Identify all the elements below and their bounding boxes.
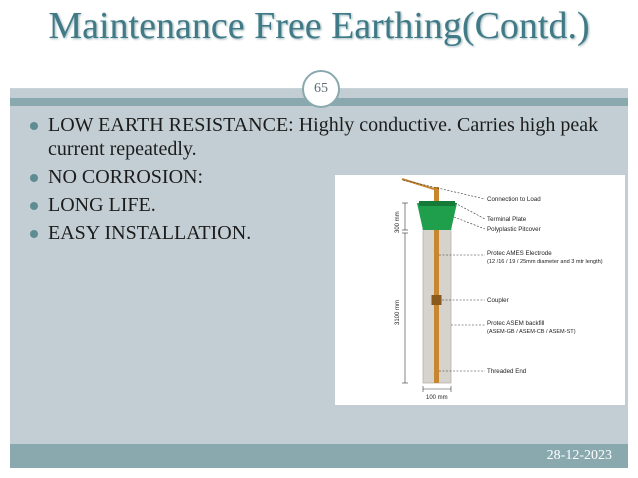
dimension-side: 3100 mm: [395, 299, 401, 325]
label-electrode: Protec AMES Electrode: [487, 250, 552, 257]
earthing-diagram: [335, 175, 625, 405]
label-backfill: Protec ASEM backfill: [487, 320, 545, 327]
dimension-bottom: 100 mm: [426, 395, 448, 401]
bullet-text: LONG LIFE.: [48, 194, 156, 216]
label-terminal: Terminal Plate: [487, 216, 527, 223]
pitcover-shape: [417, 203, 457, 230]
footer-bar: [10, 444, 628, 468]
bullet-icon: [30, 202, 38, 210]
label-threaded: Threaded End: [487, 368, 527, 375]
label-coupler: Coupler: [487, 297, 509, 304]
slide-date: 28-12-2023: [546, 448, 612, 463]
earthing-diagram-svg: [335, 175, 625, 405]
terminal-plate: [419, 201, 455, 206]
dimension-top: 300 mm: [395, 211, 401, 233]
bullet-icon: [30, 230, 38, 238]
bullet-text: LOW EARTH RESISTANCE: Highly conductive. Carries high peak current repeatedly.: [48, 114, 599, 160]
connection-wire: [402, 179, 434, 189]
bullet-text: NO CORROSION:: [48, 166, 204, 188]
label-connection: Connection to Load: [487, 196, 541, 203]
bullet-item: [30, 113, 620, 161]
slide-number-badge: 65: [302, 70, 340, 108]
slide-title: Maintenance Free Earthing(Contd.): [48, 5, 590, 47]
label-electrode-spec: (12 /16 / 19 / 25mm diameter and 3 mtr length): [487, 259, 603, 265]
bullet-icon: [30, 122, 38, 130]
bullet-icon: [30, 174, 38, 182]
coupler-block: [432, 295, 442, 305]
label-backfill-spec: (ASEM-GB / ASEM-CB / ASEM-ST): [487, 329, 576, 335]
bullet-text: EASY INSTALLATION.: [48, 222, 252, 244]
label-pitcover: Polyplastic Pitcover: [487, 226, 541, 233]
